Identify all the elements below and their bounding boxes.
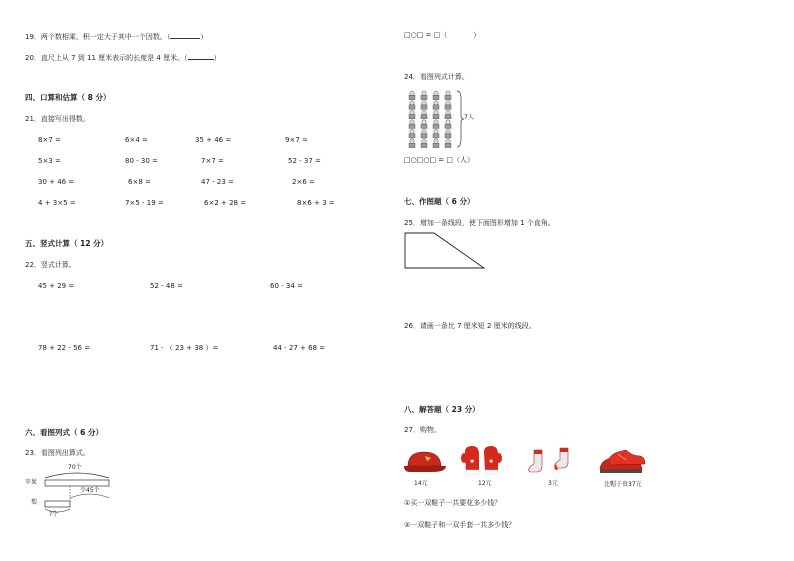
section-5-title: 五、竖式计算（ 12 分） [25,239,109,248]
svg-text:✱: ✱ [470,459,475,465]
section-7-title: 七、作图题（ 6 分） [404,197,475,206]
oral-item: 9×7 = [285,136,308,144]
oral-item: 35 + 46 = [195,136,232,144]
question-23: 23．看图列出算式。 [25,449,90,457]
oral-item: 2×6 = [292,178,315,186]
oral-item: 6×8 = [128,178,151,186]
oral-item: 6×2 + 28 = [204,199,247,207]
oral-item: 7×5 - 19 = [125,199,164,207]
socks-price: 3元 [548,480,558,487]
question-20: 20．直尺上从 7 到 11 厘米表示的长度是 4 厘米。（ ） [25,54,221,62]
shoes-price: 比帽子贵37元 [604,481,642,488]
people-label: 7人 [464,114,474,121]
oral-item: 30 + 46 = [38,178,75,186]
sub-question-2: ②一双鞋子和一双手套一共多少钱？ [404,521,516,529]
vertical-item: 52 - 48 = [150,282,183,290]
cap-icon [404,452,446,472]
oral-item: 6×4 = [125,136,148,144]
oral-item: 5×3 = [38,157,61,165]
label-pear: 梨 [31,499,38,506]
question-25: 25．增加一条线段，使下面图形增加 1 个直角。 [404,219,555,227]
question-21: 21．直接写出得数。 [25,115,90,123]
vertical-item: 78 + 22 - 56 = [38,344,91,352]
label-apple: 苹果 [25,479,38,486]
vertical-item: 60 - 34 = [270,282,303,290]
label-70: 70个 [68,464,82,471]
section-6-title: 六、看图列式（ 6 分） [25,428,103,437]
shoes-icon [600,450,645,473]
mittens-price: 12元 [478,480,492,487]
oral-item: 80 - 30 = [125,157,158,165]
oral-item: 7×7 = [201,157,224,165]
cap-price: 14元 [414,480,428,487]
label-question: ?个 [49,511,59,518]
socks-icon [529,448,568,472]
oral-item: 4 + 3×5 = [38,199,76,207]
vertical-item: 71 - （ 23 + 38 ）= [150,344,219,352]
mittens-icon [461,446,502,474]
vertical-item: 45 + 29 = [38,282,75,290]
sub-question-1: ①买一双鞋子一共要花多少钱？ [404,499,502,507]
top-formula: □○□ = □（ ） [404,31,481,39]
question-24-formula: □○□○□ = □（人） [404,156,474,164]
question-24: 24．看图列式计算。 [404,73,469,81]
vertical-item: 44 - 27 + 68 = [273,344,326,352]
section-4-title: 四、口算和估算（ 8 分） [25,93,111,102]
oral-item: 47 - 23 = [201,178,234,186]
label-less-45: 少45个 [80,487,100,494]
question-26: 26．请画一条比 7 厘米短 2 厘米的线段。 [404,322,536,330]
section-8-title: 八、解答题（ 23 分） [404,405,480,414]
svg-text:✱: ✱ [489,459,494,465]
oral-item: 52 - 37 = [288,157,321,165]
question-27: 27．购物。 [404,426,441,434]
question-19: 19．两个数相乘，积一定大于其中一个因数。（ ） [25,33,208,41]
oral-item: 8×6 + 3 = [297,199,335,207]
question-22: 22．竖式计算。 [25,261,76,269]
oral-item: 8×7 = [38,136,61,144]
